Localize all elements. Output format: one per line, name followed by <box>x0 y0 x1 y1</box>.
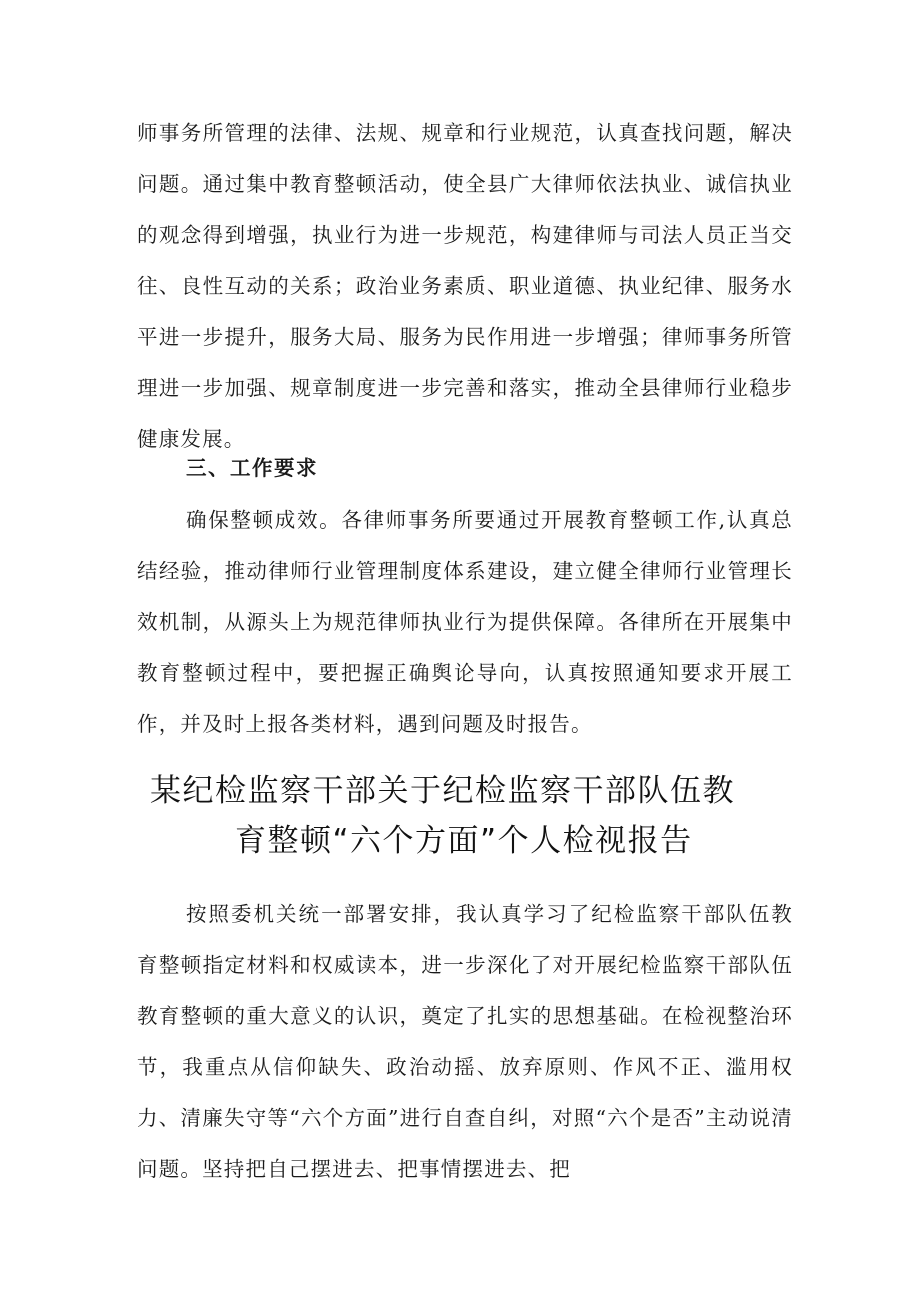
document-title <box>120 766 800 866</box>
body-paragraph-requirements: 确保整顿成效。各律师事务所要通过开展教育整顿工作,认真总结经验，推动律师行业管理制度体系建设，建立健全律师行业管理长效机制，从源头上为规范律师执业行为提供保障。各律所在开展集中教育整顿过程中，要把握正确舆论导向，认真按照通知要求开展工作，并及时上报各类材料，遇到问题及时报告。 <box>137 508 793 736</box>
body-paragraph-continued: 师事务所管理的法律、法规、规章和行业规范，认真查找问题，解决问题。通过集中教育整顿活动，使全县广大律师依法执业、诚信执业的观念得到增强，执业行为进一步规范，构建律师与司法人员正当交往、良性互动的关系；政治业务素质、职业道德、执业纪律、服务水平进一步提升，服务大局、服务为民作用进一步增强；律师事务所管理进一步加强、规章制度进一步完善和落实，推动全县律师行业稳步健康发展。 <box>137 121 793 451</box>
document-title-line-2: 育整顿“六个方面”个人检视报告 <box>235 823 693 859</box>
section-heading-work-requirements: 三、工作要求 <box>186 456 318 480</box>
body-paragraph-report-intro: 按照委机关统一部署安排，我认真学习了纪检监察干部队伍教育整顿指定材料和权威读本，进一步深化了对开展纪检监察干部队伍教育整顿的重大意义的认识，奠定了扎实的思想基础。在检视整治环节，我重点从信仰缺失、政治动摇、放弃原则、作风不正、滥用权力、清廉失守等“六个方面”进行自查自纠，对照“六个是否”主动说清问题。坚持把自己摆进去、把事情摆进去、把 <box>137 902 793 1181</box>
document-title-line-1: 某纪检监察干部关于纪检监察干部队伍教 <box>150 773 735 809</box>
